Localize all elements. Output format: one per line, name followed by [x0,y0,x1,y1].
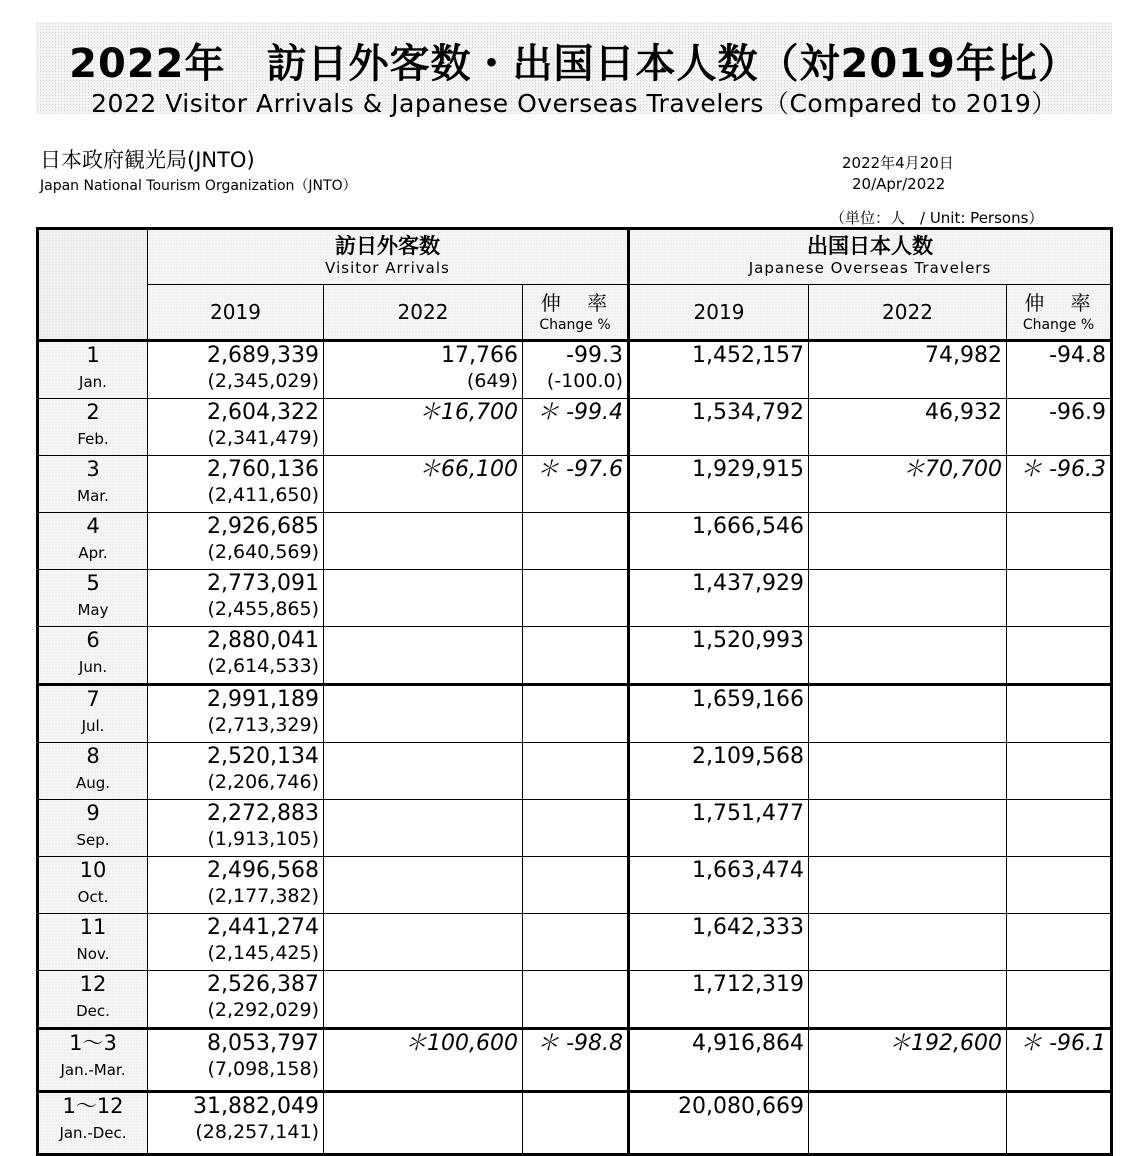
month-english: Apr. [78,544,108,562]
visitor-2019-paren-value: (28,257,141) [195,1121,319,1143]
month-english: Oct. [77,888,109,906]
outbound-change-cell [1007,513,1112,570]
visitor-2019-paren-value: (2,411,650) [207,484,319,506]
month-number: 7 [86,687,100,711]
visitor-change-cell [523,627,629,685]
table-row [38,971,1112,1029]
table-row [38,1092,1112,1155]
month-english: Jan. [79,373,107,391]
title-japanese: 2022年 訪日外客数・出国日本人数（対2019年比） [69,41,1079,87]
outbound-2019-header: 2019 [629,285,809,341]
month-cell [38,743,148,800]
outbound-change-cell [1007,685,1112,743]
table-row [38,1029,1112,1092]
visitor-2019-value: 2,991,189 [207,687,319,712]
outbound-2022-value: 46,932 [925,400,1002,425]
visitor-2022-cell [324,341,523,399]
visitor-change-cell [523,399,629,456]
outbound-2019-cell [629,399,809,456]
month-cell [38,456,148,513]
visitor-2019-paren-value: (2,640,569) [207,541,319,563]
change-label-ja: 伸 率 [1024,291,1101,315]
visitor-2019-paren-value: (2,145,425) [207,942,319,964]
visitor-2019-value: 2,604,322 [207,400,319,425]
table-row [38,914,1112,971]
visitor-arrivals-header [148,229,629,285]
outbound-change-cell [1007,627,1112,685]
outbound-change-value: ＊ -96.3 [1020,457,1106,482]
outbound-2022-cell [809,857,1007,914]
visitor-2022-paren-value: (649) [466,370,518,392]
visitor-change-paren-value: (-100.0) [546,370,623,392]
visitor-2019-cell [148,513,324,570]
corner-cell [38,229,148,341]
month-english: Jun. [78,658,108,676]
month-cell [38,1092,148,1155]
visitor-2019-cell [148,743,324,800]
visitor-2019-cell [148,570,324,627]
month-cell [38,685,148,743]
outbound-2019-value: 2,109,568 [692,744,804,769]
visitor-2019-cell [148,627,324,685]
month-cell [38,627,148,685]
month-english: Jul. [81,717,105,735]
visitor-2022-cell [324,627,523,685]
visitor-change-value: ＊ -98.8 [537,1031,623,1056]
title-english: 2022 Visitor Arrivals & Japanese Overseas Travelers（Compared to 2019） [91,89,1057,118]
outbound-2019-value: 1,642,333 [692,915,804,940]
visitor-2019-cell [148,685,324,743]
outbound-2019-value: 1,437,929 [692,571,804,596]
change-label-en: Change % [539,317,611,333]
outbound-change-cell [1007,399,1112,456]
visitor-2022-cell [324,914,523,971]
visitor-2019-paren-value: (2,713,329) [207,714,319,736]
visitor-2019-cell [148,456,324,513]
month-cell [38,1029,148,1092]
month-cell [38,513,148,570]
visitor-2019-paren-value: (2,206,746) [207,771,319,793]
outbound-2019-value: 1,751,477 [692,801,804,826]
visitor-2019-value: 2,926,685 [207,514,319,539]
change-label-ja: 伸 率 [540,291,618,315]
visitor-2019-paren-value: (1,913,105) [207,828,319,850]
visitor-2022-cell [324,1092,523,1155]
outbound-change-header [1007,285,1112,341]
outbound-change-cell [1007,341,1112,399]
outbound-change-cell [1007,1092,1112,1155]
visitor-2019-cell [148,857,324,914]
visitor-change-value: ＊ -99.4 [537,400,623,425]
outbound-2019-cell [629,341,809,399]
overseas-travelers-label-ja: 出国日本人数 [807,234,933,258]
visitor-2022-cell [324,1029,523,1092]
change-label-en: Change % [1022,317,1095,333]
outbound-change-cell [1007,570,1112,627]
outbound-2022-cell [809,685,1007,743]
visitor-change-cell [523,743,629,800]
visitor-2022-cell [324,685,523,743]
visitor-2019-paren-value: (2,614,533) [207,655,319,677]
visitor-2022-value: ＊100,600 [405,1031,518,1056]
visitor-2019-paren-value: (7,098,158) [207,1058,319,1080]
month-english: Nov. [76,945,110,963]
visitor-2019-cell [148,914,324,971]
table-row [38,800,1112,857]
outbound-2022-cell [809,743,1007,800]
outbound-2022-value: ＊70,700 [903,457,1002,482]
visitor-2019-value: 2,496,568 [207,858,319,883]
month-english: Mar. [77,487,109,505]
overseas-travelers-label-en: Japanese Overseas Travelers [748,259,992,277]
visitor-2019-cell [148,399,324,456]
outbound-2019-cell [629,743,809,800]
outbound-2019-value: 1,659,166 [692,687,804,712]
overseas-travelers-header [629,229,1112,285]
outbound-2019-cell [629,570,809,627]
outbound-change-cell [1007,914,1112,971]
visitor-2019-value: 2,441,274 [207,915,319,940]
outbound-2019-cell [629,971,809,1029]
visitor-2022-cell [324,971,523,1029]
visitor-2019-paren-value: (2,292,029) [207,999,319,1021]
visitor-2019-paren-value: (2,177,382) [207,885,319,907]
outbound-change-cell [1007,971,1112,1029]
title-band [36,22,1112,118]
outbound-2019-cell [629,627,809,685]
month-number: 10 [79,858,107,882]
month-number: 1～3 [69,1031,117,1055]
visitor-2019-cell [148,1092,324,1155]
visitor-2019-value: 2,526,387 [207,972,319,997]
month-number: 6 [86,628,100,652]
outbound-2019-value: 1,452,157 [692,343,804,368]
outbound-2019-value: 1,929,915 [692,457,804,482]
month-number: 12 [79,972,107,996]
visitor-2022-cell [324,456,523,513]
visitor-2019-paren-value: (2,345,029) [207,370,319,392]
visitor-change-cell [523,1029,629,1092]
outbound-2019-value: 1,712,319 [692,972,804,997]
outbound-2019-cell [629,513,809,570]
table-row [38,857,1112,914]
outbound-change-cell [1007,743,1112,800]
release-date-english: 20/Apr/2022 [852,175,946,193]
visitor-change-cell [523,570,629,627]
visitor-2022-header: 2022 [324,285,523,341]
visitor-change-header [523,285,629,341]
visitor-2019-header: 2019 [148,285,324,341]
outbound-2022-cell [809,341,1007,399]
outbound-2019-cell [629,685,809,743]
visitor-2022-cell [324,857,523,914]
outbound-2019-cell [629,857,809,914]
visitor-2019-value: 2,760,136 [207,457,319,482]
outbound-change-value: -94.8 [1049,343,1106,368]
outbound-change-cell [1007,1029,1112,1092]
month-number: 1～12 [62,1094,124,1118]
visitor-2022-value: ＊16,700 [419,400,518,425]
outbound-2019-value: 4,916,864 [692,1031,804,1056]
outbound-2019-value: 20,080,669 [678,1094,804,1119]
month-number: 3 [86,457,100,481]
month-cell [38,399,148,456]
month-cell [38,570,148,627]
visitor-2019-value: 31,882,049 [193,1094,319,1119]
month-number: 1 [86,343,100,367]
visitor-change-cell [523,914,629,971]
outbound-2022-cell [809,456,1007,513]
month-english: Dec. [76,1002,110,1020]
visitor-change-cell [523,857,629,914]
month-number: 5 [86,571,100,595]
outbound-2022-cell [809,971,1007,1029]
release-date-japanese: 2022年4月20日 [842,154,954,172]
outbound-2022-cell [809,627,1007,685]
visitor-arrivals-label-en: Visitor Arrivals [325,259,450,277]
month-english: Feb. [77,430,109,448]
outbound-2019-value: 1,534,792 [692,400,804,425]
visitor-2019-paren-value: (2,455,865) [207,598,319,620]
visitor-change-value: -99.3 [566,343,623,368]
month-english: Sep. [76,831,110,849]
visitor-2022-cell [324,743,523,800]
month-cell [38,800,148,857]
outbound-2019-cell [629,456,809,513]
outbound-2022-cell [809,399,1007,456]
month-number: 11 [79,915,107,939]
month-number: 8 [86,744,100,768]
visitor-2022-cell [324,800,523,857]
outbound-2019-cell [629,1092,809,1155]
outbound-2022-value: ＊192,600 [889,1031,1002,1056]
visitor-2022-cell [324,399,523,456]
visitor-2019-paren-value: (2,341,479) [207,427,319,449]
visitor-change-cell [523,971,629,1029]
outbound-2022-header: 2022 [809,285,1007,341]
outbound-2019-cell [629,914,809,971]
outbound-2019-value: 1,520,993 [692,628,804,653]
visitor-2019-cell [148,1029,324,1092]
visitor-2022-value: ＊66,100 [419,457,518,482]
table-row [38,570,1112,627]
visitor-2019-value: 2,520,134 [207,744,319,769]
visitor-2022-cell [324,513,523,570]
month-english: Jan.-Dec. [59,1124,127,1142]
outbound-change-value: ＊ -96.1 [1020,1031,1106,1056]
outbound-2019-cell [629,800,809,857]
visitor-change-cell [523,1092,629,1155]
unit-note: （単位：人 / Unit: Persons） [830,209,1044,227]
outbound-change-cell [1007,800,1112,857]
visitor-2019-cell [148,800,324,857]
visitor-2019-cell [148,971,324,1029]
outbound-2019-value: 1,666,546 [692,514,804,539]
month-english: Aug. [75,774,111,792]
visitor-2019-value: 8,053,797 [207,1031,319,1056]
statistics-table [36,227,1113,1156]
visitor-2019-value: 2,880,041 [207,628,319,653]
table-row [38,341,1112,399]
table-row [38,743,1112,800]
outbound-2022-cell [809,1092,1007,1155]
month-cell [38,914,148,971]
outbound-2019-cell [629,1029,809,1092]
outbound-2022-cell [809,800,1007,857]
month-number: 2 [86,400,100,424]
month-english: May [77,601,109,619]
visitor-2022-cell [324,570,523,627]
visitor-change-cell [523,456,629,513]
outbound-2019-value: 1,663,474 [692,858,804,883]
visitor-change-cell [523,685,629,743]
month-english: Jan.-Mar. [60,1061,126,1079]
organization-english: Japan National Tourism Organization（JNTO） [40,178,357,194]
visitor-2019-value: 2,272,883 [207,801,319,826]
outbound-2022-cell [809,1029,1007,1092]
month-cell [38,341,148,399]
outbound-change-cell [1007,857,1112,914]
table-row [38,399,1112,456]
visitor-2019-value: 2,773,091 [207,571,319,596]
table-row [38,456,1112,513]
month-number: 4 [86,514,100,538]
visitor-change-cell [523,341,629,399]
visitor-change-value: ＊ -97.6 [537,457,623,482]
visitor-change-cell [523,513,629,570]
month-cell [38,857,148,914]
outbound-2022-value: 74,982 [925,343,1002,368]
table-row [38,627,1112,685]
month-cell [38,971,148,1029]
table-row [38,513,1112,570]
outbound-2022-cell [809,914,1007,971]
month-number: 9 [86,801,100,825]
visitor-change-cell [523,800,629,857]
outbound-2022-cell [809,570,1007,627]
outbound-2022-cell [809,513,1007,570]
outbound-change-value: -96.9 [1049,400,1106,425]
visitor-2019-value: 2,689,339 [207,343,319,368]
outbound-change-cell [1007,456,1112,513]
visitor-2022-value: 17,766 [441,343,518,368]
visitor-arrivals-label-ja: 訪日外客数 [335,234,440,258]
organization-japanese: 日本政府観光局(JNTO) [40,148,255,172]
visitor-2019-cell [148,341,324,399]
table-row [38,685,1112,743]
